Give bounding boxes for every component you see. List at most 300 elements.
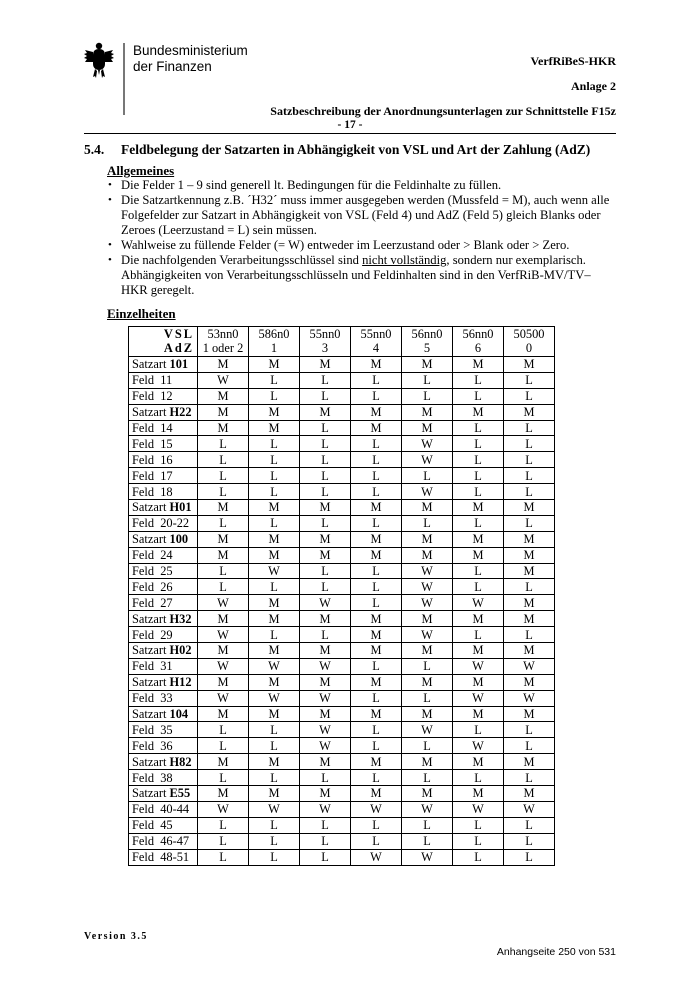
- value-cell: L: [402, 388, 453, 404]
- field-assignment-table: [128, 326, 555, 866]
- value-cell: L: [351, 563, 402, 579]
- feld-row: [129, 563, 555, 579]
- value-cell: M: [351, 627, 402, 643]
- value-cell: M: [402, 357, 453, 373]
- value-cell: L: [300, 452, 351, 468]
- header-rule: [84, 133, 616, 134]
- satzart-code: 101: [169, 357, 189, 372]
- satzart-prefix: Satzart: [132, 500, 167, 515]
- row-label: Feld 27: [129, 595, 198, 611]
- row-label: [129, 500, 198, 516]
- value-cell: M: [198, 786, 249, 802]
- value-cell: L: [351, 833, 402, 849]
- row-label: [129, 531, 198, 547]
- value-cell: W: [198, 690, 249, 706]
- table-header-row: [129, 327, 555, 357]
- value-cell: L: [198, 484, 249, 500]
- value-cell: M: [504, 674, 555, 690]
- satzart-prefix: Satzart: [132, 532, 167, 547]
- value-cell: W: [198, 372, 249, 388]
- value-cell: M: [351, 786, 402, 802]
- value-cell: L: [504, 627, 555, 643]
- value-cell: M: [504, 500, 555, 516]
- feld-row: [129, 770, 555, 786]
- value-cell: L: [453, 372, 504, 388]
- value-cell: W: [249, 690, 300, 706]
- value-cell: L: [504, 452, 555, 468]
- value-cell: W: [198, 627, 249, 643]
- value-cell: L: [198, 436, 249, 452]
- value-cell: L: [402, 690, 453, 706]
- value-cell: L: [198, 738, 249, 754]
- feld-row: [129, 579, 555, 595]
- value-cell: L: [402, 738, 453, 754]
- doc-code: VerfRiBeS-HKR: [530, 54, 616, 68]
- value-cell: L: [300, 579, 351, 595]
- column-adz: 3: [321, 341, 329, 355]
- value-cell: L: [504, 436, 555, 452]
- value-cell: M: [249, 404, 300, 420]
- feld-row: [129, 372, 555, 388]
- value-cell: L: [453, 770, 504, 786]
- value-cell: L: [504, 738, 555, 754]
- value-cell: L: [300, 770, 351, 786]
- value-cell: M: [504, 531, 555, 547]
- value-cell: M: [249, 786, 300, 802]
- column-vsl: 55nn0: [360, 327, 392, 341]
- ministry-line1: Bundesministerium: [133, 43, 248, 58]
- value-cell: L: [300, 436, 351, 452]
- value-cell: M: [300, 547, 351, 563]
- row-label: Feld 45: [129, 817, 198, 833]
- value-cell: M: [198, 388, 249, 404]
- row-label: [129, 357, 198, 373]
- row-label: Feld 38: [129, 770, 198, 786]
- satzart-prefix: Satzart: [132, 675, 167, 690]
- value-cell: M: [504, 754, 555, 770]
- value-cell: L: [453, 817, 504, 833]
- value-cell: W: [300, 595, 351, 611]
- value-cell: L: [504, 817, 555, 833]
- corner-header: [129, 327, 198, 357]
- value-cell: M: [504, 786, 555, 802]
- row-label: Feld 48-51: [129, 849, 198, 865]
- value-cell: W: [402, 595, 453, 611]
- annex-page-info: Anhangseite 250 von 531: [496, 946, 616, 958]
- value-cell: M: [351, 547, 402, 563]
- value-cell: W: [351, 849, 402, 865]
- value-cell: M: [300, 754, 351, 770]
- column-header: [351, 327, 402, 357]
- column-adz: 6: [474, 341, 482, 355]
- row-label: Feld 26: [129, 579, 198, 595]
- value-cell: L: [504, 372, 555, 388]
- value-cell: L: [351, 595, 402, 611]
- satzart-prefix: Satzart: [132, 786, 167, 801]
- value-cell: M: [351, 500, 402, 516]
- row-label: Feld 18: [129, 484, 198, 500]
- value-cell: L: [249, 722, 300, 738]
- value-cell: L: [351, 817, 402, 833]
- corner-vsl: VSL: [163, 327, 194, 341]
- value-cell: W: [249, 801, 300, 817]
- value-cell: W: [402, 563, 453, 579]
- value-cell: M: [453, 531, 504, 547]
- value-cell: L: [300, 388, 351, 404]
- satzart-row: [129, 531, 555, 547]
- feld-row: [129, 468, 555, 484]
- value-cell: W: [402, 627, 453, 643]
- value-cell: W: [402, 849, 453, 865]
- value-cell: M: [198, 611, 249, 627]
- column-adz: 1: [270, 341, 278, 355]
- satzart-prefix: Satzart: [132, 707, 167, 722]
- value-cell: M: [453, 786, 504, 802]
- row-label: Feld 11: [129, 372, 198, 388]
- value-cell: W: [249, 658, 300, 674]
- feld-row: [129, 484, 555, 500]
- section-title-text: Feldbelegung der Satzarten in Abhängigkeit von VSL und Art der Zahlung (AdZ): [121, 142, 591, 157]
- value-cell: L: [198, 849, 249, 865]
- value-cell: L: [504, 770, 555, 786]
- satzart-prefix: Satzart: [132, 357, 167, 372]
- value-cell: W: [453, 690, 504, 706]
- value-cell: M: [351, 674, 402, 690]
- value-cell: M: [249, 500, 300, 516]
- feld-row: [129, 658, 555, 674]
- value-cell: L: [198, 833, 249, 849]
- row-label: Feld 36: [129, 738, 198, 754]
- value-cell: L: [249, 738, 300, 754]
- value-cell: W: [351, 801, 402, 817]
- value-cell: M: [249, 674, 300, 690]
- column-adz: 5: [423, 341, 431, 355]
- feld-row: [129, 690, 555, 706]
- row-label: [129, 674, 198, 690]
- value-cell: M: [402, 643, 453, 659]
- value-cell: L: [453, 436, 504, 452]
- column-header: [453, 327, 504, 357]
- value-cell: W: [453, 595, 504, 611]
- general-heading: Allgemeines: [107, 163, 175, 178]
- feld-row: [129, 436, 555, 452]
- value-cell: L: [300, 627, 351, 643]
- bullet-item: • Die Satzartkennung z.B. ´H32´ muss immer ausgegeben werden (Mussfeld = M), auch wenn alle Folgefelder zur Satzart in Abhängigkeit von VSL (Feld 4) und AdZ (Feld 5) gleich Blanks oder Zeroes (Leerzustand = L) sein müssen.: [107, 193, 617, 238]
- federal-eagle-icon: [84, 40, 114, 80]
- column-header: [402, 327, 453, 357]
- satzart-code: H01: [169, 500, 192, 515]
- value-cell: M: [351, 754, 402, 770]
- satzart-prefix: Satzart: [132, 405, 167, 420]
- value-cell: W: [504, 658, 555, 674]
- value-cell: M: [351, 404, 402, 420]
- value-cell: M: [249, 706, 300, 722]
- value-cell: W: [300, 738, 351, 754]
- value-cell: L: [351, 579, 402, 595]
- value-cell: L: [300, 817, 351, 833]
- value-cell: W: [198, 658, 249, 674]
- satzart-code: 104: [169, 707, 189, 722]
- value-cell: M: [453, 643, 504, 659]
- value-cell: L: [504, 579, 555, 595]
- value-cell: W: [402, 452, 453, 468]
- row-label: Feld 16: [129, 452, 198, 468]
- satzart-prefix: Satzart: [132, 754, 167, 769]
- value-cell: W: [402, 722, 453, 738]
- value-cell: M: [504, 643, 555, 659]
- value-cell: L: [453, 484, 504, 500]
- value-cell: M: [198, 643, 249, 659]
- value-cell: M: [453, 706, 504, 722]
- feld-row: [129, 388, 555, 404]
- value-cell: M: [198, 357, 249, 373]
- column-adz: 4: [372, 341, 380, 355]
- value-cell: M: [351, 531, 402, 547]
- value-cell: M: [300, 643, 351, 659]
- column-vsl: 55nn0: [309, 327, 341, 341]
- feld-row: [129, 515, 555, 531]
- row-label: Feld 31: [129, 658, 198, 674]
- satzart-prefix: Satzart: [132, 611, 167, 626]
- value-cell: L: [351, 515, 402, 531]
- section-title: [84, 142, 590, 158]
- value-cell: M: [249, 547, 300, 563]
- row-label: Feld 25: [129, 563, 198, 579]
- row-label: Feld 15: [129, 436, 198, 452]
- value-cell: L: [453, 563, 504, 579]
- value-cell: W: [453, 738, 504, 754]
- value-cell: L: [249, 515, 300, 531]
- value-cell: M: [300, 531, 351, 547]
- value-cell: W: [453, 801, 504, 817]
- satzart-row: [129, 643, 555, 659]
- satzart-prefix: Satzart: [132, 643, 167, 658]
- value-cell: W: [300, 722, 351, 738]
- satzart-code: H02: [169, 643, 192, 658]
- value-cell: L: [249, 468, 300, 484]
- value-cell: M: [504, 611, 555, 627]
- value-cell: L: [249, 817, 300, 833]
- value-cell: L: [402, 658, 453, 674]
- doc-subtitle: Satzbeschreibung der Anordnungsunterlagen zur Schnittstelle F15z: [270, 104, 616, 118]
- value-cell: L: [453, 468, 504, 484]
- value-cell: L: [198, 515, 249, 531]
- feld-row: [129, 849, 555, 865]
- value-cell: L: [198, 817, 249, 833]
- value-cell: M: [504, 404, 555, 420]
- feld-row: [129, 738, 555, 754]
- value-cell: L: [351, 722, 402, 738]
- value-cell: L: [351, 770, 402, 786]
- satzart-row: [129, 706, 555, 722]
- value-cell: L: [402, 372, 453, 388]
- value-cell: M: [402, 786, 453, 802]
- value-cell: L: [351, 658, 402, 674]
- row-label: Feld 33: [129, 690, 198, 706]
- value-cell: L: [300, 833, 351, 849]
- column-header: [504, 327, 555, 357]
- annex-label: Anlage 2: [571, 79, 616, 93]
- value-cell: W: [300, 658, 351, 674]
- feld-row: [129, 833, 555, 849]
- value-cell: L: [249, 770, 300, 786]
- value-cell: L: [453, 388, 504, 404]
- value-cell: L: [504, 420, 555, 436]
- feld-row: [129, 547, 555, 563]
- value-cell: M: [504, 595, 555, 611]
- value-cell: M: [249, 754, 300, 770]
- value-cell: M: [300, 357, 351, 373]
- value-cell: W: [198, 801, 249, 817]
- value-cell: M: [402, 500, 453, 516]
- value-cell: W: [300, 690, 351, 706]
- value-cell: L: [453, 722, 504, 738]
- row-label: [129, 611, 198, 627]
- value-cell: L: [198, 468, 249, 484]
- value-cell: M: [198, 531, 249, 547]
- value-cell: M: [300, 786, 351, 802]
- value-cell: L: [249, 627, 300, 643]
- value-cell: W: [402, 436, 453, 452]
- value-cell: W: [249, 563, 300, 579]
- page-number: - 17 -: [337, 119, 363, 131]
- row-label: Feld 12: [129, 388, 198, 404]
- row-label: [129, 643, 198, 659]
- value-cell: L: [453, 515, 504, 531]
- row-label: [129, 786, 198, 802]
- column-adz: 1 oder 2: [202, 341, 244, 355]
- value-cell: L: [249, 452, 300, 468]
- value-cell: M: [402, 674, 453, 690]
- column-header: [249, 327, 300, 357]
- value-cell: L: [504, 515, 555, 531]
- value-cell: M: [453, 500, 504, 516]
- value-cell: L: [504, 468, 555, 484]
- value-cell: M: [351, 706, 402, 722]
- row-label: Feld 24: [129, 547, 198, 563]
- value-cell: L: [198, 579, 249, 595]
- satzart-row: [129, 611, 555, 627]
- value-cell: M: [300, 674, 351, 690]
- value-cell: W: [453, 658, 504, 674]
- value-cell: W: [198, 595, 249, 611]
- value-cell: L: [249, 833, 300, 849]
- value-cell: M: [198, 420, 249, 436]
- corner-adz: AdZ: [163, 341, 194, 355]
- value-cell: L: [402, 817, 453, 833]
- value-cell: L: [249, 579, 300, 595]
- value-cell: M: [300, 500, 351, 516]
- value-cell: M: [249, 531, 300, 547]
- value-cell: L: [249, 388, 300, 404]
- column-header: [300, 327, 351, 357]
- value-cell: L: [453, 849, 504, 865]
- value-cell: W: [402, 579, 453, 595]
- value-cell: L: [249, 484, 300, 500]
- value-cell: M: [198, 404, 249, 420]
- value-cell: L: [453, 452, 504, 468]
- feld-row: [129, 801, 555, 817]
- satzart-row: [129, 357, 555, 373]
- value-cell: M: [198, 754, 249, 770]
- value-cell: L: [351, 468, 402, 484]
- row-label: Feld 14: [129, 420, 198, 436]
- value-cell: M: [402, 404, 453, 420]
- column-adz: 0: [525, 341, 533, 355]
- value-cell: L: [402, 515, 453, 531]
- value-cell: L: [402, 468, 453, 484]
- value-cell: L: [249, 849, 300, 865]
- value-cell: M: [453, 547, 504, 563]
- value-cell: M: [402, 547, 453, 563]
- ministry-name: [133, 43, 248, 75]
- value-cell: L: [351, 372, 402, 388]
- satzart-row: [129, 500, 555, 516]
- version-label: Version 3.5: [84, 931, 148, 942]
- value-cell: W: [504, 690, 555, 706]
- value-cell: M: [198, 500, 249, 516]
- value-cell: L: [198, 563, 249, 579]
- value-cell: L: [351, 484, 402, 500]
- value-cell: L: [351, 690, 402, 706]
- bullet-item: • Wahlweise zu füllende Felder (= W) entweder im Leerzustand oder > Blank oder > Zero.: [107, 238, 617, 253]
- value-cell: W: [300, 801, 351, 817]
- column-vsl: 56nn0: [411, 327, 443, 341]
- feld-row: [129, 817, 555, 833]
- value-cell: M: [249, 595, 300, 611]
- bullet-item: • Die Felder 1 – 9 sind generell lt. Bedingungen für die Feldinhalte zu füllen.: [107, 178, 617, 193]
- value-cell: M: [351, 420, 402, 436]
- value-cell: L: [300, 468, 351, 484]
- row-label: Feld 35: [129, 722, 198, 738]
- value-cell: L: [504, 833, 555, 849]
- details-heading: Einzelheiten: [107, 306, 176, 321]
- value-cell: L: [198, 452, 249, 468]
- value-cell: L: [402, 833, 453, 849]
- satzart-code: H22: [169, 405, 192, 420]
- value-cell: L: [300, 849, 351, 865]
- satzart-code: H12: [169, 675, 192, 690]
- value-cell: L: [300, 372, 351, 388]
- column-vsl: 56nn0: [462, 327, 494, 341]
- value-cell: L: [351, 738, 402, 754]
- column-vsl: 53nn0: [207, 327, 239, 341]
- value-cell: L: [300, 563, 351, 579]
- value-cell: M: [453, 404, 504, 420]
- value-cell: W: [402, 801, 453, 817]
- value-cell: L: [504, 388, 555, 404]
- value-cell: M: [351, 357, 402, 373]
- logo-divider: [123, 43, 125, 115]
- value-cell: M: [249, 611, 300, 627]
- value-cell: M: [300, 611, 351, 627]
- feld-row: [129, 627, 555, 643]
- value-cell: M: [300, 404, 351, 420]
- value-cell: M: [351, 643, 402, 659]
- value-cell: L: [453, 420, 504, 436]
- value-cell: L: [453, 579, 504, 595]
- row-label: [129, 754, 198, 770]
- header-right-block: [270, 49, 616, 124]
- value-cell: L: [300, 484, 351, 500]
- feld-row: [129, 722, 555, 738]
- ministry-line2: der Finanzen: [133, 59, 212, 74]
- value-cell: M: [198, 547, 249, 563]
- value-cell: L: [198, 722, 249, 738]
- satzart-code: E55: [169, 786, 191, 801]
- feld-row: [129, 420, 555, 436]
- value-cell: L: [453, 627, 504, 643]
